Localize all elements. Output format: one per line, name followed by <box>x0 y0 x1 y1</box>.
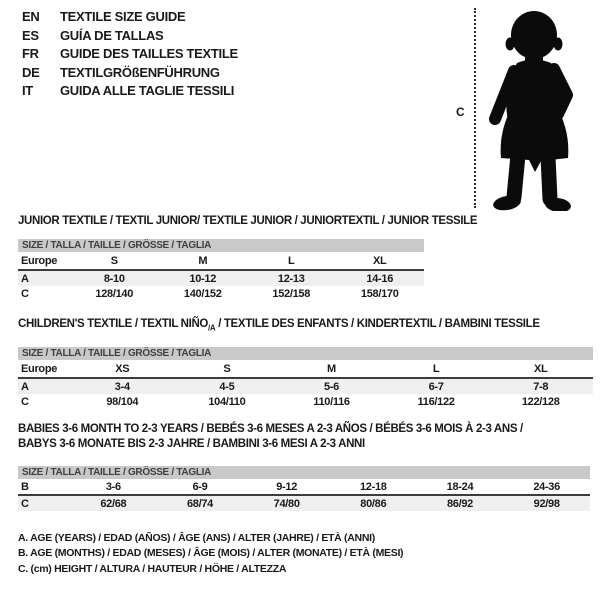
table-cell: 24-36 <box>503 479 590 495</box>
height-measure-label: C <box>456 105 465 119</box>
table-cell: 3-6 <box>70 479 157 495</box>
babies-section-title <box>18 422 523 452</box>
row-label: A <box>18 378 70 394</box>
table-cell: 74/80 <box>243 495 330 511</box>
children-size-table <box>18 347 593 410</box>
children-section-title <box>18 318 540 332</box>
table-cell: 140/152 <box>159 286 248 302</box>
baby-silhouette-icon <box>482 7 586 211</box>
guide-title-es: GUÍA DE TALLAS <box>60 27 164 43</box>
table-cell: 104/110 <box>175 394 280 410</box>
language-code: DE <box>22 64 40 80</box>
language-code: EN <box>22 9 40 24</box>
table-row <box>18 378 593 394</box>
table-cell: S <box>70 252 159 270</box>
babies-size-table <box>18 466 590 511</box>
guide-title-en: TEXTILE SIZE GUIDE <box>60 9 186 24</box>
table-cell: M <box>279 360 384 378</box>
table-cell: 5-6 <box>279 378 384 394</box>
babies-title-line2: BABYS 3-6 MONATE BIS 2-3 JAHRE / BAMBINI 3-6 MESI A 2-3 ANNI <box>18 438 365 450</box>
table-cell: 86/92 <box>417 495 504 511</box>
guide-title-de: TEXTILGRÖßENFÜHRUNG <box>60 64 220 80</box>
row-label: C <box>18 394 70 410</box>
table-cell: 14-16 <box>336 270 425 286</box>
guide-title-it: GUIDA ALLE TAGLIE TESSILI <box>60 83 235 98</box>
language-row-de <box>22 64 238 83</box>
table-cell: 116/122 <box>384 394 489 410</box>
table-cell: 110/116 <box>279 394 384 410</box>
table-row <box>18 394 593 410</box>
table-cell: L <box>247 252 336 270</box>
table-cell: 62/68 <box>70 495 157 511</box>
row-label: A <box>18 270 70 286</box>
table-row <box>18 252 424 270</box>
language-code: FR <box>22 46 39 61</box>
table-row <box>18 360 593 378</box>
table-cell: 18-24 <box>417 479 504 495</box>
language-code: IT <box>22 83 33 98</box>
guide-title-fr: GUIDE DES TAILLES TEXTILE <box>60 46 238 61</box>
table-cell: 6-9 <box>157 479 244 495</box>
language-row-es <box>22 27 238 46</box>
table-cell: S <box>175 360 280 378</box>
junior-section-title: JUNIOR TEXTILE / TEXTIL JUNIOR/ TEXTILE JUNIOR / JUNIORTEXTIL / JUNIOR TESSILE <box>18 215 478 227</box>
row-label: C <box>18 286 70 302</box>
table-cell: 10-12 <box>159 270 248 286</box>
table-row <box>18 479 590 495</box>
language-list <box>22 8 238 101</box>
table-cell: 68/74 <box>157 495 244 511</box>
size-header-bar: SIZE / TALLA / TAILLE / GRÖSSE / TAGLIA <box>18 466 590 479</box>
children-title-text: / TEXTILE DES ENFANTS / KINDERTEXTIL / BAMBINI TESSILE <box>215 318 540 330</box>
junior-size-table <box>18 239 424 302</box>
table-cell: XL <box>488 360 593 378</box>
table-cell: M <box>159 252 248 270</box>
legend-age-months: B. AGE (MONTHS) / EDAD (MESES) / ÂGE (MOIS) / ALTER (MONATE) / ETÀ (MESI) <box>18 547 404 560</box>
table-row <box>18 286 424 302</box>
table-cell: 152/158 <box>247 286 336 302</box>
table-cell: 80/86 <box>330 495 417 511</box>
legend <box>18 531 403 577</box>
language-row-it <box>22 82 238 101</box>
language-row-fr <box>22 45 238 64</box>
size-header-bar: SIZE / TALLA / TAILLE / GRÖSSE / TAGLIA <box>18 347 593 360</box>
size-header-bar: SIZE / TALLA / TAILLE / GRÖSSE / TAGLIA <box>18 239 424 252</box>
table-cell: 92/98 <box>503 495 590 511</box>
row-label: B <box>18 479 70 495</box>
table-cell: 8-10 <box>70 270 159 286</box>
table-cell: 158/170 <box>336 286 425 302</box>
table-cell: XS <box>70 360 175 378</box>
table-cell: 7-8 <box>488 378 593 394</box>
table-row <box>18 495 590 511</box>
table-cell: 3-4 <box>70 378 175 394</box>
table-cell: XL <box>336 252 425 270</box>
children-title-text: CHILDREN'S TEXTILE / TEXTIL NIÑO <box>18 318 209 330</box>
height-measure-line <box>474 8 476 208</box>
table-cell: 128/140 <box>70 286 159 302</box>
row-label: Europe <box>18 360 70 378</box>
legend-age-years: A. AGE (YEARS) / EDAD (AÑOS) / ÂGE (ANS) / ALTER (JAHRE) / ETÀ (ANNI) <box>18 532 375 544</box>
table-row <box>18 270 424 286</box>
row-label: C <box>18 495 70 511</box>
table-cell: 9-12 <box>243 479 330 495</box>
table-cell: 12-18 <box>330 479 417 495</box>
table-cell: 98/104 <box>70 394 175 410</box>
legend-height-cm: C. (cm) HEIGHT / ALTURA / HAUTEUR / HÖHE / ALTEZZA <box>18 562 287 575</box>
row-label: Europe <box>18 252 70 270</box>
language-row-en <box>22 8 238 27</box>
table-cell: 6-7 <box>384 378 489 394</box>
language-code: ES <box>22 27 39 43</box>
table-cell: 4-5 <box>175 378 280 394</box>
table-cell: 122/128 <box>488 394 593 410</box>
babies-title-line1: BABIES 3-6 MONTH TO 2-3 YEARS / BEBÉS 3-6 MESES A 2-3 AÑOS / BÉBÉS 3-6 MOIS À 2-3 ANS / <box>18 423 523 435</box>
table-cell: 12-13 <box>247 270 336 286</box>
baby-height-figure <box>450 5 598 211</box>
children-title-subscript: /A <box>208 323 216 333</box>
table-cell: L <box>384 360 489 378</box>
